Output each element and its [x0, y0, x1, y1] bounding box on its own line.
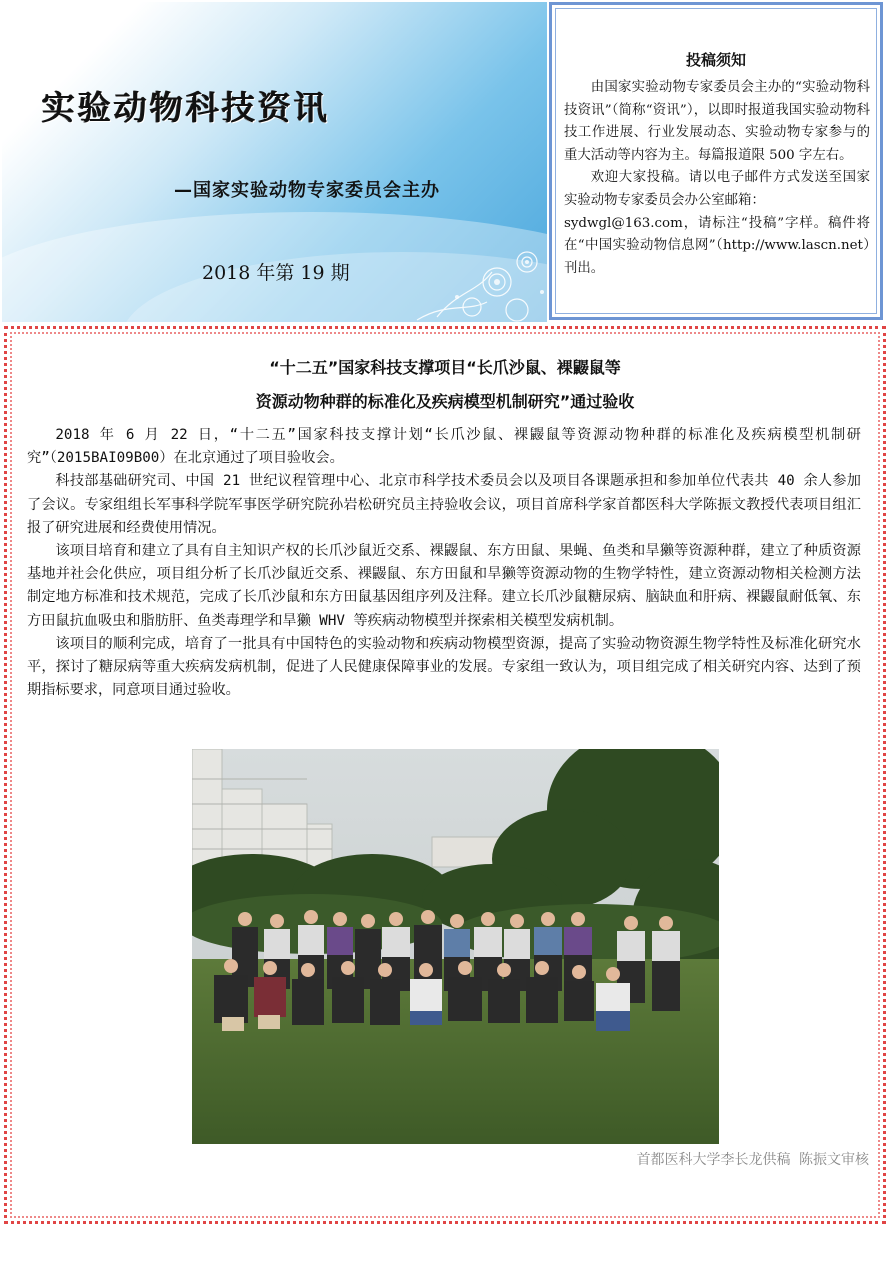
article-paragraph: 科技部基础研究司、中国 21 世纪议程管理中心、北京市科学技术委员会以及项目各课题承担和参加单位代表共 40 余人参加了会议。专家组组长军事科学院军事医学研究院孙岩松研究员主持验收会议，项目首席科学家首都医科大学陈振文教授代表项目组汇报了研究进展和经费使用情况。 — [27, 473, 861, 536]
submission-notice — [549, 2, 883, 320]
article-paragraph: 该项目培育和建立了具有自主知识产权的长爪沙鼠近交系、裸鼹鼠、东方田鼠、果蝇、鱼类和旱獭等资源种群，建立了种质资源基地并社会化供应，项目组分析了长爪沙鼠近交系、裸鼹鼠、东方田鼠和旱獭等资源动物的生物学特性，建立资源动物相关检测方法制定地方标准和技术规范，完成了长爪沙鼠和东方田鼠基因组序列及注释。建立长爪沙鼠糖尿病、脑缺血和肝病、裸鼹鼠耐低氧、东方田鼠抗血吸虫和脂肪肝、鱼类毒理学和旱獭 WHV 等疾病动物模型并探索相关模型发病机制。 — [27, 543, 861, 629]
article-credit: 首都医科大学李长龙供稿 陈振文审核 — [636, 1152, 869, 1168]
article-headline — [7, 351, 883, 419]
group-photo — [192, 749, 719, 1144]
headline-line: “十二五”国家科技支撑项目“长爪沙鼠、裸鼹鼠等 — [269, 358, 621, 377]
masthead-banner — [2, 2, 547, 322]
article-frame — [4, 326, 886, 1224]
newsletter-title: 实验动物科技资讯 — [42, 88, 330, 127]
newsletter-subtitle: —国家实验动物专家委员会主办 — [174, 180, 440, 201]
article-paragraph: 2018 年 6 月 22 日，“十二五”国家科技支撑计划“长爪沙鼠、裸鼹鼠等资源动物种群的标准化及疾病模型机制研究”（2015BAI09B00）在北京通过了项目验收会。 — [27, 427, 861, 467]
notice-paragraph: 由国家实验动物专家委员会主办的“实验动物科技资讯”（简称“资讯”），以即时报道我国实验动物科技工作进展、行业发展动态、实验动物专家参与的重大活动等内容为主。每篇报道限 500 字左右。 — [564, 80, 870, 163]
article-body — [27, 424, 861, 702]
notice-paragraph: sydwgl@163.com，请标注“投稿”字样。稿件将在“中国实验动物信息网”（http://www.lascn.net）刊出。 — [564, 215, 870, 276]
headline-line: 资源动物种群的标准化及疾病模型机制研究”通过验收 — [255, 392, 635, 411]
notice-paragraph: 欢迎大家投稿。请以电子邮件方式发送至国家实验动物专家委员会办公室邮箱： — [564, 170, 870, 208]
notice-heading: 投稿须知 — [685, 51, 746, 69]
flower-decoration-icon — [377, 232, 547, 322]
notice-text — [564, 77, 870, 280]
issue-number: 2018 年第 19 期 — [202, 262, 350, 284]
article-paragraph: 该项目的顺利完成，培育了一批具有中国特色的实验动物和疾病动物模型资源，提高了实验动物资源生物学特性及标准化研究水平，探讨了糖尿病等重大疾病发病机制，促进了人民健康保障事业的发展。专家组一致认为，项目组完成了相关研究内容、达到了预期指标要求，同意项目通过验收。 — [27, 635, 861, 699]
